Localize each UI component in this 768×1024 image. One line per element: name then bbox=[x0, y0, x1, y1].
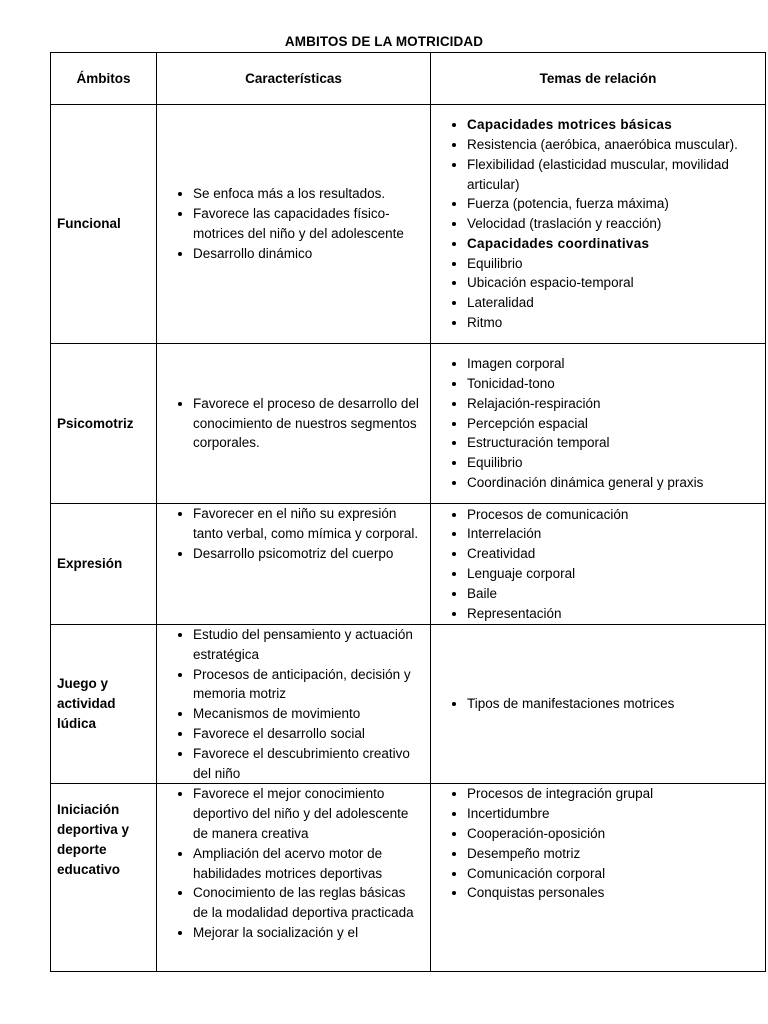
header-temas: Temas de relación bbox=[431, 53, 766, 105]
list-item: • Favorecer en el niño su expresión tanto verbal, como mímica y corporal. bbox=[193, 504, 424, 544]
caracteristicas-list bbox=[163, 504, 424, 563]
ambito-cell: Psicomotriz bbox=[51, 344, 157, 504]
ambito-cell: Iniciación deportiva y deporte educativo bbox=[51, 784, 157, 972]
caracteristicas-list bbox=[163, 625, 424, 783]
header-ambitos: Ámbitos bbox=[51, 53, 157, 105]
temas-cell bbox=[431, 784, 766, 972]
header-caracteristicas: Características bbox=[157, 53, 431, 105]
list-item: • Mejorar la socialización y el bbox=[193, 923, 424, 943]
list-item: • Incertidumbre bbox=[467, 804, 759, 824]
ambito-cell: Funcional bbox=[51, 105, 157, 344]
list-item: • Fuerza (potencia, fuerza máxima) bbox=[467, 194, 759, 214]
list-item: • Se enfoca más a los resultados. bbox=[193, 184, 424, 204]
caracteristicas-cell bbox=[157, 784, 431, 972]
list-item: • Creatividad bbox=[467, 544, 759, 564]
temas-list bbox=[437, 505, 759, 624]
table-row bbox=[51, 784, 766, 972]
list-item: • Mecanismos de movimiento bbox=[193, 704, 424, 724]
list-item-heading: • Capacidades motrices básicas bbox=[467, 115, 759, 135]
temas-cell bbox=[431, 105, 766, 344]
caracteristicas-cell bbox=[157, 625, 431, 784]
temas-list bbox=[437, 354, 759, 493]
caracteristicas-list bbox=[163, 394, 424, 453]
list-item: • Cooperación-oposición bbox=[467, 824, 759, 844]
list-item: • Procesos de anticipación, decisión y memoria motriz bbox=[193, 665, 424, 705]
ambito-cell: Juego y actividad lúdica bbox=[51, 625, 157, 784]
list-item: • Tonicidad-tono bbox=[467, 374, 759, 394]
list-item: • Baile bbox=[467, 584, 759, 604]
list-item: • Representación bbox=[467, 604, 759, 624]
list-item: • Resistencia (aeróbica, anaeróbica muscular). bbox=[467, 135, 759, 155]
list-item-heading: • Capacidades coordinativas bbox=[467, 234, 759, 254]
table-row bbox=[51, 344, 766, 504]
list-item: • Percepción espacial bbox=[467, 414, 759, 434]
list-item: • Favorece el proceso de desarrollo del conocimiento de nuestros segmentos corporales. bbox=[193, 394, 424, 453]
list-item: • Estructuración temporal bbox=[467, 433, 759, 453]
list-item: • Ubicación espacio-temporal bbox=[467, 273, 759, 293]
list-item: • Interrelación bbox=[467, 524, 759, 544]
list-item: • Flexibilidad (elasticidad muscular, movilidad articular) bbox=[467, 155, 759, 195]
list-item: • Procesos de integración grupal bbox=[467, 784, 759, 804]
list-item: • Conocimiento de las reglas básicas de la modalidad deportiva practicada bbox=[193, 883, 424, 923]
temas-cell bbox=[431, 504, 766, 625]
list-item: • Favorece las capacidades físico-motrices del niño y del adolescente bbox=[193, 204, 424, 244]
temas-cell bbox=[431, 625, 766, 784]
table-row bbox=[51, 504, 766, 625]
header-row bbox=[51, 53, 766, 105]
temas-list bbox=[437, 115, 759, 333]
list-item: • Ampliación del acervo motor de habilidades motrices deportivas bbox=[193, 844, 424, 884]
document-title: AMBITOS DE LA MOTRICIDAD bbox=[284, 34, 484, 49]
list-item: • Favorece el descubrimiento creativo del niño bbox=[193, 744, 424, 784]
list-item: • Estudio del pensamiento y actuación estratégica bbox=[193, 625, 424, 665]
list-item: • Relajación-respiración bbox=[467, 394, 759, 414]
motricidad-table bbox=[50, 52, 766, 972]
list-item: • Ritmo bbox=[467, 313, 759, 333]
caracteristicas-list bbox=[163, 184, 424, 263]
list-item: • Desarrollo dinámico bbox=[193, 244, 424, 264]
list-item: • Conquistas personales bbox=[467, 883, 759, 903]
caracteristicas-list bbox=[163, 784, 424, 942]
list-item: • Procesos de comunicación bbox=[467, 505, 759, 525]
table-row bbox=[51, 625, 766, 784]
list-item: • Desempeño motriz bbox=[467, 844, 759, 864]
temas-list bbox=[437, 694, 759, 714]
caracteristicas-cell bbox=[157, 504, 431, 625]
list-item: • Lateralidad bbox=[467, 293, 759, 313]
list-item: • Coordinación dinámica general y praxis bbox=[467, 473, 759, 493]
list-item: • Comunicación corporal bbox=[467, 864, 759, 884]
list-item: • Imagen corporal bbox=[467, 354, 759, 374]
table-row bbox=[51, 105, 766, 344]
list-item: • Favorece el mejor conocimiento deportivo del niño y del adolescente de manera creativa bbox=[193, 784, 424, 843]
list-item: • Velocidad (traslación y reacción) bbox=[467, 214, 759, 234]
temas-list bbox=[437, 784, 759, 903]
list-item: • Favorece el desarrollo social bbox=[193, 724, 424, 744]
ambito-cell: Expresión bbox=[51, 504, 157, 625]
list-item: • Equilibrio bbox=[467, 453, 759, 473]
caracteristicas-cell bbox=[157, 344, 431, 504]
caracteristicas-cell bbox=[157, 105, 431, 344]
list-item: • Lenguaje corporal bbox=[467, 564, 759, 584]
temas-cell bbox=[431, 344, 766, 504]
list-item: • Tipos de manifestaciones motrices bbox=[467, 694, 759, 714]
list-item: • Equilibrio bbox=[467, 254, 759, 274]
list-item: • Desarrollo psicomotriz del cuerpo bbox=[193, 544, 424, 564]
